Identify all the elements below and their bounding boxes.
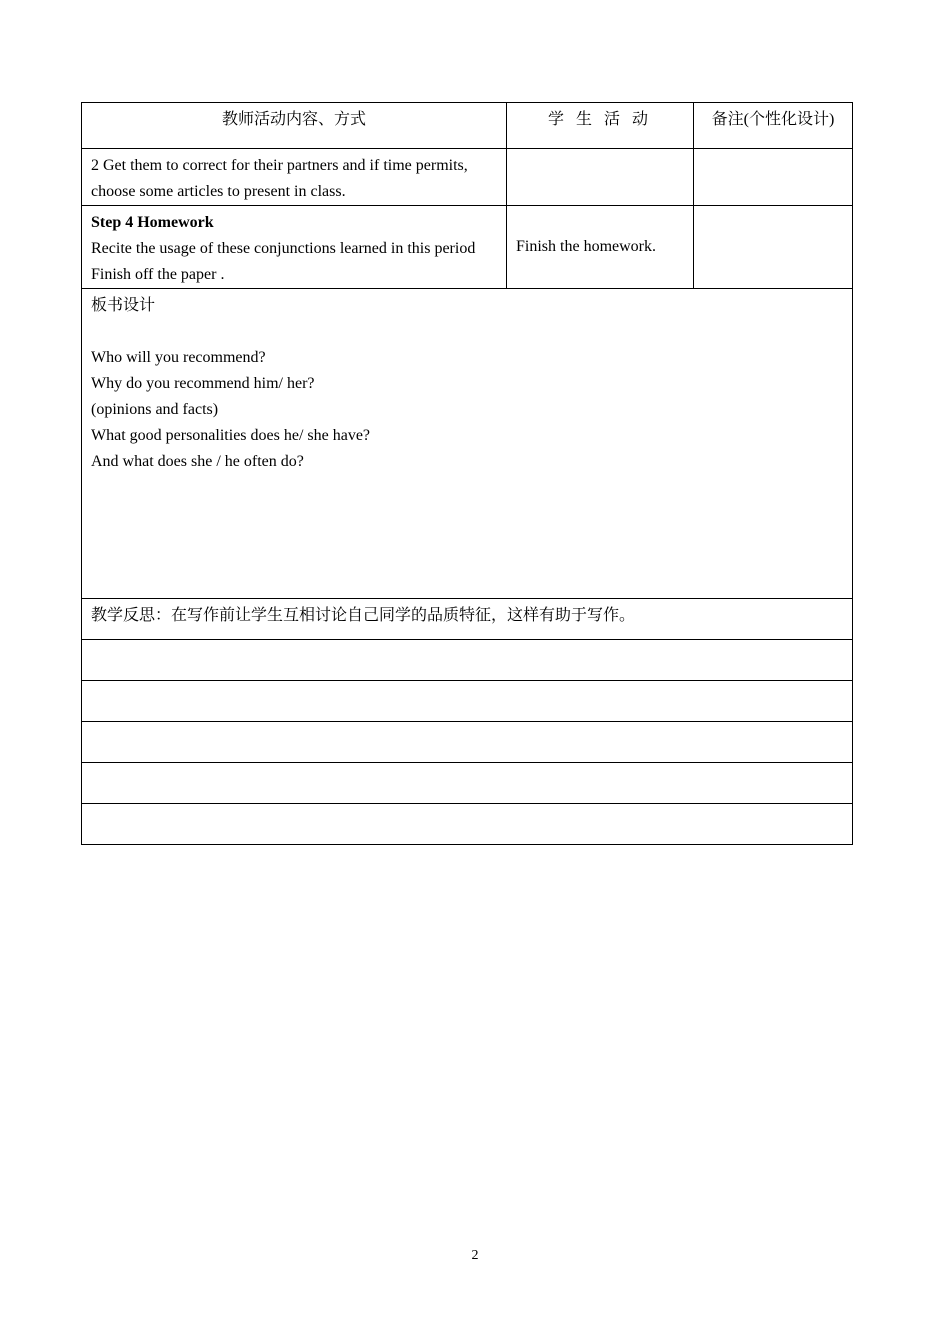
blank-cell	[82, 804, 853, 845]
blank-cell	[82, 763, 853, 804]
spacer	[91, 319, 843, 345]
table-header-row	[82, 103, 853, 149]
header-notes: 备注(个性化设计)	[694, 103, 853, 149]
student-activity-cell	[507, 149, 694, 206]
blank-cell	[82, 722, 853, 763]
board-line: (opinions and facts)	[91, 401, 219, 418]
board-line: What good personalities does he/ she have?	[91, 427, 371, 444]
blank-cell	[82, 640, 853, 681]
notes-cell	[694, 149, 853, 206]
board-line: Why do you recommend him/ her?	[91, 375, 315, 392]
homework-line: Recite the usage of these conjunctions learned in this period	[91, 240, 476, 257]
blank-row	[82, 763, 853, 804]
blank-row	[82, 681, 853, 722]
reflection-row	[82, 599, 853, 640]
notes-cell	[694, 206, 853, 289]
student-activity-cell: Finish the homework.	[507, 206, 694, 289]
blank-cell	[82, 681, 853, 722]
table-row	[82, 206, 853, 289]
blank-row	[82, 804, 853, 845]
header-teacher-activity: 教师活动内容、方式	[82, 103, 507, 149]
blank-row	[82, 640, 853, 681]
reflection-cell: 教学反思：在写作前让学生互相讨论自己同学的品质特征，这样有助于写作。	[82, 599, 853, 640]
board-line: Who will you recommend?	[91, 349, 266, 366]
board-line: And what does she / he often do?	[91, 453, 304, 470]
board-design-row	[82, 289, 853, 599]
blank-row	[82, 722, 853, 763]
board-design-cell	[82, 289, 853, 599]
teacher-activity-cell: 2 Get them to correct for their partners and if time permits, choose some articles to present in class.	[82, 149, 507, 206]
table-row	[82, 149, 853, 206]
header-student-activity: 学 生 活 动	[507, 103, 694, 149]
homework-line: Finish off the paper .	[91, 266, 225, 283]
page-number: 2	[471, 1248, 479, 1263]
lesson-plan-table	[81, 102, 853, 845]
homework-step-title: Step 4 Homework	[91, 214, 214, 231]
board-design-label: 板书设计	[91, 297, 156, 314]
teacher-activity-cell	[82, 206, 507, 289]
